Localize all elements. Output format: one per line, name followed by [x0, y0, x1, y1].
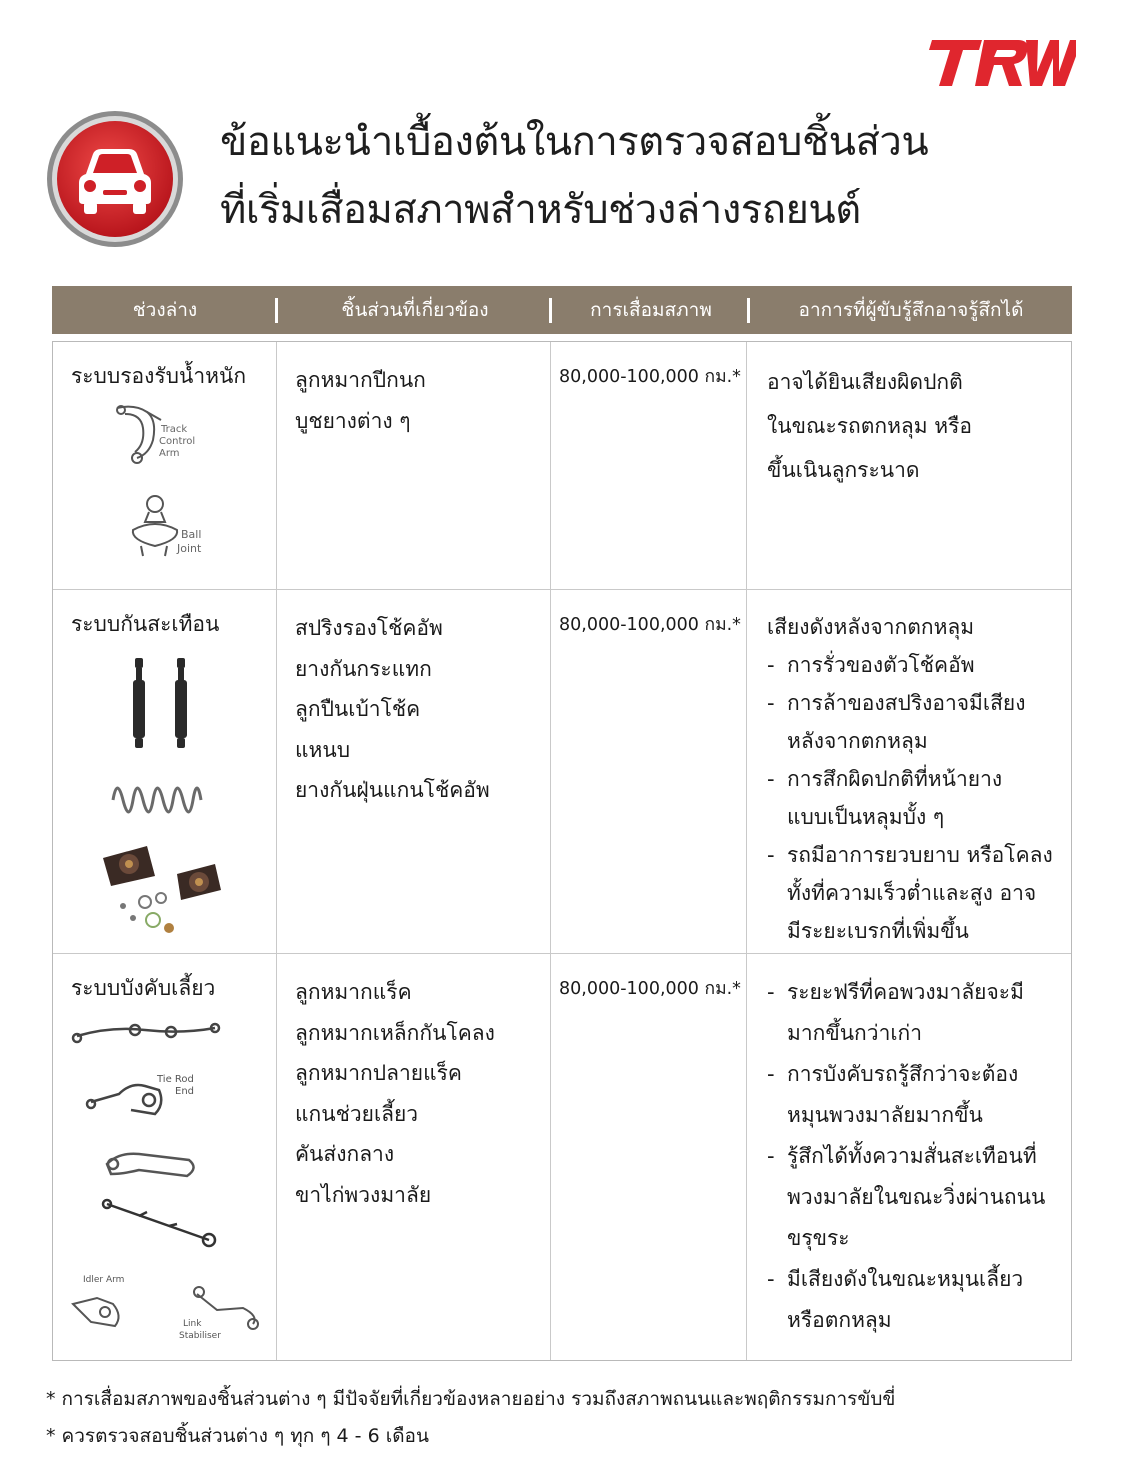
svg-text:Link: Link	[183, 1319, 202, 1329]
system-name: ระบบรองรับน้ำหนัก	[71, 364, 247, 388]
part-item: ลูกหมากปลายแร็ค	[295, 1061, 462, 1085]
symptom-bullet: - การบังคับรถรู้สึกว่าจะต้อง	[767, 1054, 1067, 1095]
wear-distance: 80,000-100,000 กม.*	[559, 615, 741, 635]
header-wear: การเสื่อมสภาพ	[552, 286, 750, 334]
symptom-text: มีระยะเบรกที่เพิ่มขึ้น	[787, 919, 969, 943]
symptom-text: ขึ้นเนินลูกระนาด	[767, 458, 920, 482]
wear-cell	[550, 954, 746, 1360]
symptom-text: ขรุขระ	[787, 1226, 850, 1250]
symptom-text: ทั้งที่ความเร็วต่ำและสูง อาจ	[787, 881, 1037, 905]
system-cell	[53, 342, 276, 589]
title-line-2: ที่เริ่มเสื่อมสภาพสำหรับช่วงล่างรถยนต์	[220, 187, 861, 233]
track-control-arm-illustration	[113, 400, 213, 472]
car-icon	[46, 110, 184, 248]
table-header	[52, 286, 1072, 334]
symptom-text: หมุนพวงมาลัยมากขึ้น	[787, 1103, 983, 1127]
svg-text:Tie Rod: Tie Rod	[157, 1074, 194, 1085]
symptom-bullet: - การสึกผิดปกติที่หน้ายาง	[767, 760, 1067, 798]
part-item: ขาไก่พวงมาลัย	[295, 1182, 432, 1207]
symptoms-cell	[746, 590, 1071, 953]
part-item: ลูกหมากปีกนก	[295, 368, 426, 392]
idler-link-stabiliser-illustration	[67, 1264, 267, 1344]
symptom-text: เสียงดังหลังจากตกหลุม	[767, 615, 975, 639]
part-item: ลูกหมากเหล็กกันโคลง	[295, 1020, 495, 1045]
strut-mount-illustration	[97, 840, 227, 940]
svg-text:Joint: Joint	[177, 542, 202, 555]
svg-text:Control: Control	[159, 436, 196, 447]
header-symptoms: อาการที่ผู้ขับรู้สึกอาจรู้สึกได้	[798, 299, 1024, 321]
center-link-illustration	[99, 1194, 229, 1254]
table-row	[53, 590, 1071, 954]
table-row	[53, 342, 1071, 590]
parts-cell	[276, 954, 550, 1360]
part-item: ยางกันฝุ่นแกนโช้คอัพ	[295, 778, 490, 802]
inspection-table	[52, 341, 1072, 1361]
svg-text:Track: Track	[161, 424, 188, 435]
svg-text:End: End	[175, 1086, 195, 1097]
part-item: สปริงรองโช้คอัพ	[295, 616, 443, 640]
parts-cell	[276, 590, 550, 953]
system-name: ระบบบังคับเลี้ยว	[71, 976, 216, 1000]
header-parts: ชิ้นส่วนที่เกี่ยวข้อง	[278, 286, 552, 334]
svg-text:Ball: Ball	[181, 528, 202, 541]
symptom-text: มากขึ้นกว่าเก่า	[787, 1021, 923, 1045]
part-item: ลูกหมากแร็ค	[295, 980, 412, 1004]
part-item: แกนช่วยเลี้ยว	[295, 1101, 419, 1126]
symptom-text: หรือตกหลุม	[787, 1308, 892, 1332]
svg-text:Idler Arm: Idler Arm	[83, 1275, 125, 1285]
table-row	[53, 954, 1071, 1360]
symptom-text: พวงมาลัยในขณะวิ่งผ่านถนน	[787, 1185, 1046, 1209]
wear-cell	[550, 590, 746, 953]
page-title	[220, 108, 1100, 244]
idler-arm-illustration	[99, 1134, 209, 1184]
symptom-text: ในขณะรถตกหลุม หรือ	[767, 414, 973, 438]
system-cell	[53, 590, 276, 953]
svg-text:Arm: Arm	[159, 448, 180, 459]
shock-absorber-illustration	[119, 654, 209, 754]
coil-spring-illustration	[107, 770, 207, 830]
system-cell	[53, 954, 276, 1360]
svg-text:Stabiliser: Stabiliser	[179, 1331, 221, 1341]
ball-joint-illustration	[123, 492, 223, 564]
symptoms-cell	[746, 342, 1071, 589]
symptom-text: แบบเป็นหลุมบั้ง ๆ	[787, 805, 945, 829]
symptom-text: อาจได้ยินเสียงผิดปกติ	[767, 370, 963, 394]
tie-rod-end-illustration	[83, 1064, 213, 1124]
symptom-bullet: - การรั่วของตัวโช้คอัพ	[767, 646, 1067, 684]
footnote: * การเสื่อมสภาพของชิ้นส่วนต่าง ๆ มีปัจจัยที่เกี่ยวข้องหลายอย่าง รวมถึงสภาพถนนและพฤติกรรมการขับขี่	[46, 1388, 896, 1410]
symptoms-cell	[746, 954, 1071, 1360]
part-item: บูชยางต่าง ๆ	[295, 408, 411, 433]
trw-logo	[926, 38, 1076, 88]
rack-end-illustration	[71, 1014, 221, 1054]
system-name: ระบบกันสะเทือน	[71, 612, 220, 636]
wear-distance: 80,000-100,000 กม.*	[559, 979, 741, 999]
symptom-bullet: - ระยะฟรีที่คอพวงมาลัยจะมี	[767, 972, 1067, 1013]
part-item: ยางกันกระแทก	[295, 656, 432, 681]
symptom-bullet: - รู้สึกได้ทั้งความสั่นสะเทือนที่	[767, 1136, 1067, 1177]
part-item: คันส่งกลาง	[295, 1142, 395, 1166]
symptom-text: หลังจากตกหลุม	[787, 729, 928, 753]
title-line-1: ข้อแนะนำเบื้องต้นในการตรวจสอบชิ้นส่วน	[220, 119, 929, 165]
symptom-bullet: - รถมีอาการยวบยาบ หรือโคลง	[767, 836, 1067, 874]
footnote: * ควรตรวจสอบชิ้นส่วนต่าง ๆ ทุก ๆ 4 - 6 เดือน	[46, 1425, 429, 1447]
symptom-bullet: - การล้าของสปริงอาจมีเสียง	[767, 684, 1067, 722]
parts-cell	[276, 342, 550, 589]
wear-distance: 80,000-100,000 กม.*	[559, 367, 741, 387]
header-system: ช่วงล่าง	[52, 286, 278, 334]
symptom-bullet: - มีเสียงดังในขณะหมุนเลี้ยว	[767, 1259, 1067, 1300]
part-item: ลูกปืนเบ้าโช้ค	[295, 697, 421, 721]
wear-cell	[550, 342, 746, 589]
part-item: แหนบ	[295, 737, 351, 762]
